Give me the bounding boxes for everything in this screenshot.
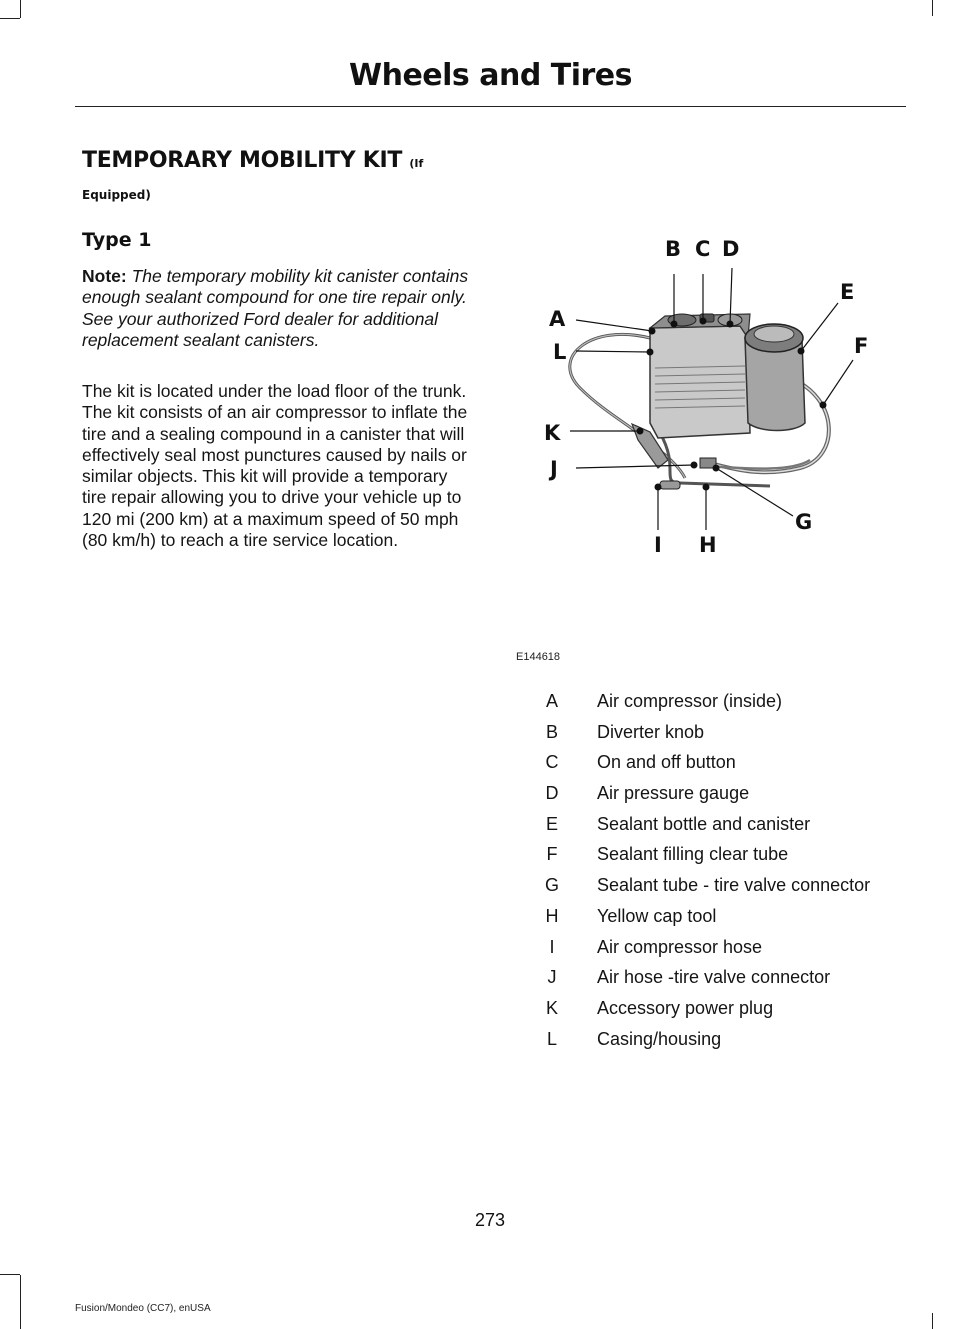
callout-k: K <box>544 421 561 445</box>
legend-letter: D <box>545 783 559 804</box>
legend-description: Sealant tube - tire valve connector <box>597 875 871 896</box>
legend-letter: K <box>545 997 558 1018</box>
legend-description: Casing/housing <box>597 1028 722 1049</box>
legend-description: Yellow cap tool <box>597 905 717 926</box>
crop-mark <box>0 1274 20 1275</box>
crop-mark <box>0 18 20 19</box>
callout-h: H <box>699 533 717 557</box>
legend-letter: I <box>549 936 555 957</box>
legend-row <box>530 936 890 958</box>
crop-mark <box>20 1275 21 1329</box>
legend-row <box>530 690 890 712</box>
note-label: Note: <box>82 266 127 286</box>
figure-legend <box>530 690 890 1058</box>
legend-letter: A <box>545 691 558 711</box>
section-title <box>82 147 482 178</box>
footer-text: Fusion/Mondeo (CC7), enUSA <box>75 1303 211 1314</box>
legend-row <box>530 1028 890 1050</box>
legend-letter: B <box>545 721 558 742</box>
legend-letter: J <box>547 967 557 988</box>
callout-c: C <box>695 237 711 261</box>
callout-a: A <box>549 307 566 331</box>
legend-row <box>530 874 890 896</box>
legend-description: Air pressure gauge <box>597 783 750 804</box>
callout-b: B <box>665 237 682 261</box>
note-text: The temporary mobility kit canister contains enough sealant compound for one tire repair only. See your authorized Ford dealer for additional replacement sealant canisters. <box>82 266 469 350</box>
legend-letter: G <box>544 875 559 896</box>
legend-description: Sealant filling clear tube <box>597 844 789 865</box>
legend-description: Sealant bottle and canister <box>597 813 811 834</box>
legend-description: Air compressor (inside) <box>597 691 783 711</box>
legend-row <box>530 997 890 1019</box>
crop-mark <box>20 0 21 18</box>
legend-letter: H <box>545 905 559 926</box>
crop-mark <box>932 0 933 16</box>
callout-d: D <box>722 237 740 261</box>
callout-i: I <box>654 533 662 557</box>
callout-j: J <box>550 457 558 481</box>
callout-l: L <box>553 340 567 364</box>
mobility-kit-illustration <box>510 228 900 668</box>
legend-row <box>530 721 890 743</box>
legend-row <box>530 813 890 835</box>
note-paragraph <box>82 266 474 351</box>
page-header-title: Wheels and Tires <box>349 58 632 93</box>
legend-row <box>530 905 890 927</box>
crop-mark <box>932 1313 933 1329</box>
callout-f: F <box>854 334 869 358</box>
section-title-text: TEMPORARY MOBILITY KIT <box>82 148 403 173</box>
subheading-type: Type 1 <box>82 229 152 251</box>
legend-row <box>530 782 890 804</box>
header-divider <box>75 106 906 107</box>
legend-description: On and off button <box>597 752 736 773</box>
callout-g: G <box>795 510 813 534</box>
legend-row <box>530 966 890 988</box>
legend-letter: E <box>545 813 558 834</box>
legend-description: Diverter knob <box>597 721 705 742</box>
legend-letter: F <box>546 844 558 865</box>
cap-tool <box>660 481 680 489</box>
canister-cap-top <box>754 326 794 342</box>
body-paragraph: The kit is located under the load floor of the trunk. The kit consists of an air compressor to inflate the tire and a sealing compound in a canister that will effectively seal most punctures caused by nails or similar objects. This kit will provide a temporary tire repair allowing you to drive your vehicle up to 120 mi (200 km) at a maximum speed of 50 mph (80 km/h) to reach a tire service location. <box>82 381 468 551</box>
section-title-suffix-continued: Equipped) <box>82 188 151 202</box>
legend-letter: L <box>546 1028 557 1049</box>
page-number: 273 <box>474 1210 506 1230</box>
legend-row <box>530 751 890 773</box>
legend-row <box>530 843 890 865</box>
legend-description: Air hose -tire valve connector <box>597 967 831 988</box>
callout-e: E <box>840 280 855 304</box>
legend-letter: C <box>545 752 559 773</box>
section-title-suffix: (If <box>409 157 424 170</box>
legend-description: Accessory power plug <box>597 997 774 1018</box>
legend-description: Air compressor hose <box>597 936 763 957</box>
figure-code: E144618 <box>516 651 561 663</box>
